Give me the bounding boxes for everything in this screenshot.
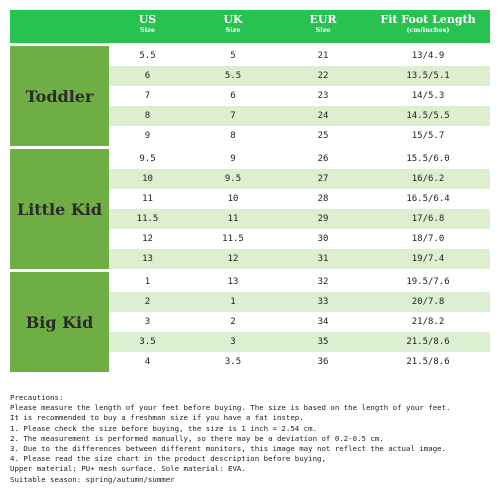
- cell-eur: 31: [317, 254, 329, 264]
- group-label: Toddler: [10, 46, 109, 146]
- table-row: [109, 46, 490, 66]
- cell-eur: 36: [317, 357, 329, 367]
- precaution-line: Upper material: PU+ mesh surface. Sole material: EVA.: [10, 464, 246, 474]
- table-row: [109, 352, 490, 372]
- cell-foot-length: 13/4.9: [411, 51, 445, 61]
- cell-uk: 1: [230, 297, 236, 307]
- size-group: [10, 272, 490, 372]
- cell-uk: 3.5: [224, 357, 242, 367]
- cell-uk: 8: [230, 131, 236, 141]
- precautions-notes: [10, 393, 490, 485]
- cell-foot-length: 13.5/5.1: [406, 71, 450, 81]
- precaution-line: 2. The measurement is performed manually, so there may be a deviation of 0.2-0.5 cm.: [10, 433, 384, 443]
- cell-us: 3.5: [139, 337, 156, 347]
- header-uk-title: UK: [223, 13, 243, 26]
- cell-us: 2: [144, 297, 151, 307]
- size-chart: [10, 10, 490, 392]
- cell-foot-length: 21.5/8.6: [406, 337, 450, 347]
- cell-foot-length: 20/7.8: [411, 297, 445, 307]
- size-group: [10, 149, 490, 269]
- cell-eur: 34: [317, 317, 329, 327]
- cell-eur: 32: [317, 277, 329, 287]
- cell-eur: 29: [317, 214, 329, 224]
- cell-us: 10: [142, 174, 153, 184]
- cell-eur: 28: [317, 194, 329, 204]
- table-row: [109, 189, 490, 209]
- header-eur-sub: Size: [315, 26, 331, 34]
- precaution-line: 1. Please check the size before buying, the size is 1 inch = 2.54 cm.: [10, 423, 318, 433]
- header-foot-length-title: Fit Foot Length: [380, 13, 476, 26]
- table-row: [109, 126, 490, 146]
- table-row: [109, 149, 490, 169]
- cell-eur: 24: [317, 111, 329, 121]
- cell-us: 5.5: [139, 51, 156, 61]
- cell-us: 1: [144, 277, 151, 287]
- cell-uk: 9.5: [224, 174, 242, 184]
- group-rows: [109, 149, 490, 269]
- cell-foot-length: 15.5/6.0: [406, 154, 450, 164]
- cell-uk: 7: [230, 111, 236, 121]
- table-row: [109, 169, 490, 189]
- precaution-line: 4. Please read the size chart in the product description before buying,: [10, 454, 326, 464]
- cell-uk: 11.5: [222, 234, 244, 244]
- cell-foot-length: 21/8.2: [411, 317, 445, 327]
- cell-eur: 23: [317, 91, 329, 101]
- cell-eur: 33: [317, 297, 329, 307]
- cell-foot-length: 19.5/7.6: [406, 277, 450, 287]
- header-eur-title: EUR: [309, 13, 337, 26]
- group-rows: [109, 46, 490, 146]
- size-group: [10, 46, 490, 146]
- header-uk-sub: Size: [225, 26, 241, 34]
- table-row: [109, 312, 490, 332]
- cell-foot-length: 16/6.2: [411, 174, 445, 184]
- precaution-line: 3. Due to the differences between different monitors, this image may not reflect the actual image.: [10, 444, 447, 454]
- precaution-line: Suitable season: spring/autumn/summer: [10, 474, 175, 484]
- precautions-heading: Precautions:: [10, 393, 64, 402]
- cell-uk: 10: [227, 194, 239, 204]
- table-row: [109, 332, 490, 352]
- cell-uk: 5.5: [224, 71, 242, 81]
- cell-uk: 11: [227, 214, 239, 224]
- table-row: [109, 106, 490, 126]
- cell-foot-length: 16.5/6.4: [406, 194, 450, 204]
- cell-foot-length: 18/7.0: [411, 234, 445, 244]
- cell-us: 3: [144, 317, 151, 327]
- cell-us: 13: [142, 254, 153, 264]
- cell-uk: 12: [227, 254, 239, 264]
- group-rows: [109, 272, 490, 372]
- table-row: [109, 249, 490, 269]
- cell-uk: 3: [230, 337, 236, 347]
- cell-us: 11.5: [136, 214, 159, 224]
- cell-us: 8: [144, 111, 151, 121]
- cell-uk: 13: [227, 277, 239, 287]
- cell-eur: 30: [317, 234, 329, 244]
- cell-us: 4: [144, 357, 151, 367]
- size-chart-header: [10, 10, 490, 43]
- cell-foot-length: 14/5.3: [411, 91, 445, 101]
- cell-eur: 21: [317, 51, 329, 61]
- cell-foot-length: 19/7.4: [411, 254, 445, 264]
- cell-us: 11: [142, 194, 153, 204]
- cell-foot-length: 17/6.8: [411, 214, 445, 224]
- table-row: [109, 209, 490, 229]
- cell-us: 7: [144, 91, 151, 101]
- cell-eur: 22: [317, 71, 329, 81]
- cell-uk: 5: [230, 51, 236, 61]
- cell-us: 9: [144, 131, 151, 141]
- header-us-sub: Size: [140, 26, 155, 34]
- table-row: [109, 66, 490, 86]
- header-uk: [186, 10, 280, 43]
- header-us: [109, 10, 186, 43]
- cell-foot-length: 21.5/8.6: [406, 357, 450, 367]
- cell-eur: 26: [317, 154, 329, 164]
- precaution-line: Please measure the length of your feet before buying. The size is based on the length of your feet.: [10, 403, 451, 413]
- table-row: [109, 272, 490, 292]
- cell-eur: 27: [317, 174, 329, 184]
- cell-uk: 6: [230, 91, 236, 101]
- cell-uk: 2: [230, 317, 236, 327]
- group-label: Big Kid: [10, 272, 109, 372]
- group-label: Little Kid: [10, 149, 109, 269]
- cell-foot-length: 15/5.7: [411, 131, 445, 141]
- header-foot-length-sub: (cm/inches): [406, 26, 450, 34]
- table-row: [109, 86, 490, 106]
- header-foot-length: [366, 10, 490, 43]
- cell-foot-length: 14.5/5.5: [406, 111, 450, 121]
- table-row: [109, 292, 490, 312]
- table-row: [109, 229, 490, 249]
- header-eur: [280, 10, 366, 43]
- cell-us: 12: [142, 234, 153, 244]
- cell-us: 6: [144, 71, 151, 81]
- precaution-line: It is recommended to buy a freshman size if you have a fat instep.: [10, 413, 304, 423]
- cell-uk: 9: [230, 154, 236, 164]
- cell-eur: 25: [317, 131, 329, 141]
- cell-us: 9.5: [139, 154, 156, 164]
- cell-eur: 35: [317, 337, 329, 347]
- header-us-title: US: [138, 13, 157, 26]
